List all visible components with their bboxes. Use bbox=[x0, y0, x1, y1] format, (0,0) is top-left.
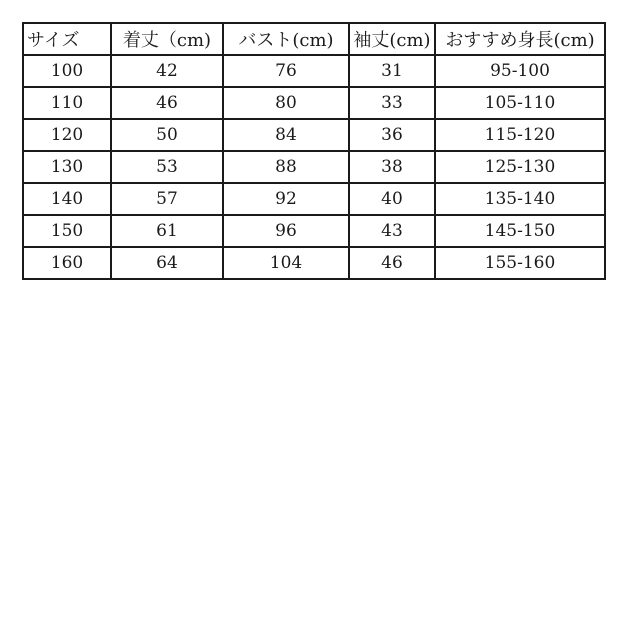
cell-height: 145-150 bbox=[435, 215, 605, 247]
table-row bbox=[23, 215, 605, 247]
cell-length: 42 bbox=[111, 55, 223, 87]
cell-length: 50 bbox=[111, 119, 223, 151]
header-length: 着丈（cm) bbox=[111, 23, 223, 55]
cell-length: 64 bbox=[111, 247, 223, 279]
cell-height: 155-160 bbox=[435, 247, 605, 279]
cell-bust: 92 bbox=[223, 183, 349, 215]
cell-size: 120 bbox=[23, 119, 111, 151]
cell-height: 125-130 bbox=[435, 151, 605, 183]
table-row bbox=[23, 183, 605, 215]
cell-sleeve: 31 bbox=[349, 55, 435, 87]
header-recommended-height: おすすめ身長(cm) bbox=[435, 23, 605, 55]
cell-size: 110 bbox=[23, 87, 111, 119]
table-header-row bbox=[23, 23, 605, 55]
table-row bbox=[23, 247, 605, 279]
cell-bust: 80 bbox=[223, 87, 349, 119]
cell-length: 53 bbox=[111, 151, 223, 183]
header-sleeve: 袖丈(cm) bbox=[349, 23, 435, 55]
cell-size: 140 bbox=[23, 183, 111, 215]
cell-bust: 76 bbox=[223, 55, 349, 87]
cell-sleeve: 36 bbox=[349, 119, 435, 151]
cell-sleeve: 40 bbox=[349, 183, 435, 215]
table-row bbox=[23, 151, 605, 183]
cell-length: 46 bbox=[111, 87, 223, 119]
cell-size: 100 bbox=[23, 55, 111, 87]
cell-sleeve: 38 bbox=[349, 151, 435, 183]
cell-size: 160 bbox=[23, 247, 111, 279]
cell-bust: 96 bbox=[223, 215, 349, 247]
cell-size: 150 bbox=[23, 215, 111, 247]
table-row bbox=[23, 119, 605, 151]
size-chart-table bbox=[22, 22, 606, 280]
table-row bbox=[23, 55, 605, 87]
cell-height: 105-110 bbox=[435, 87, 605, 119]
cell-bust: 104 bbox=[223, 247, 349, 279]
cell-length: 61 bbox=[111, 215, 223, 247]
cell-bust: 88 bbox=[223, 151, 349, 183]
table-row bbox=[23, 87, 605, 119]
cell-sleeve: 43 bbox=[349, 215, 435, 247]
cell-bust: 84 bbox=[223, 119, 349, 151]
cell-height: 135-140 bbox=[435, 183, 605, 215]
cell-height: 115-120 bbox=[435, 119, 605, 151]
cell-height: 95-100 bbox=[435, 55, 605, 87]
cell-size: 130 bbox=[23, 151, 111, 183]
cell-sleeve: 33 bbox=[349, 87, 435, 119]
header-size: サイズ bbox=[23, 23, 111, 55]
cell-length: 57 bbox=[111, 183, 223, 215]
cell-sleeve: 46 bbox=[349, 247, 435, 279]
header-bust: バスト(cm) bbox=[223, 23, 349, 55]
